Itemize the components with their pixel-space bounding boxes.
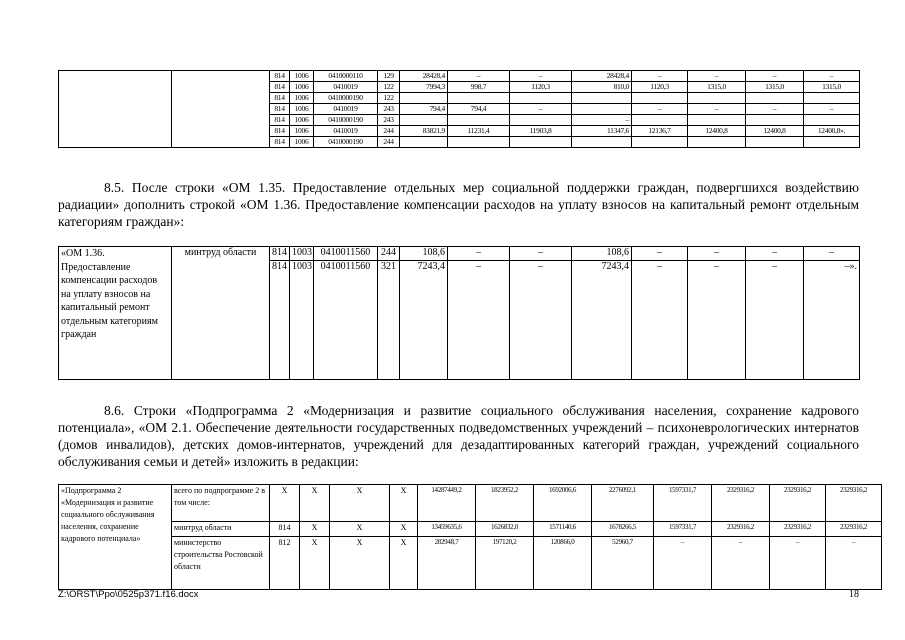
- cell: 814: [270, 522, 300, 537]
- cell: X: [390, 522, 418, 537]
- om-1-36-executor: минтруд области: [172, 247, 270, 380]
- cell: 0410000190: [314, 93, 378, 104]
- cell: 120866,0: [534, 537, 592, 590]
- cell: 0410019: [314, 104, 378, 115]
- cell: –: [688, 71, 746, 82]
- cell: 810,0: [572, 82, 632, 93]
- cell: –: [712, 537, 770, 590]
- cell: 1006: [290, 115, 314, 126]
- paragraph-8-5: [58, 179, 859, 230]
- cell: [448, 115, 510, 126]
- cell: 2329316,2: [770, 485, 826, 522]
- cell: 1006: [290, 126, 314, 137]
- cell: [746, 137, 804, 148]
- cell: [804, 137, 860, 148]
- cell: 814: [270, 104, 290, 115]
- cell: 129: [378, 71, 400, 82]
- cell: X: [330, 485, 390, 522]
- subprogram-2-table: [58, 484, 882, 590]
- cell: –: [746, 247, 804, 261]
- cell: 814: [270, 115, 290, 126]
- cell: 1571140,6: [534, 522, 592, 537]
- cell: 2276092,1: [592, 485, 654, 522]
- cell: 1597331,7: [654, 522, 712, 537]
- cell: –: [804, 71, 860, 82]
- cell: –: [688, 104, 746, 115]
- empty-name-cell: [59, 71, 172, 148]
- cell: [746, 115, 804, 126]
- cell: 1003: [290, 247, 314, 261]
- cell: 1120,3: [632, 82, 688, 93]
- cell: 108,6: [572, 247, 632, 261]
- cell: X: [330, 537, 390, 590]
- cell: 1120,3: [510, 82, 572, 93]
- cell: X: [300, 485, 330, 522]
- cell: 0410000110: [314, 71, 378, 82]
- cell: 1006: [290, 104, 314, 115]
- continuation-row: [59, 71, 860, 82]
- cell: 814: [270, 93, 290, 104]
- cell: 1006: [290, 137, 314, 148]
- cell: 1006: [290, 82, 314, 93]
- paragraph-8-6-text: 8.6. Строки «Подпрограмма 2 «Модернизация и развитие социального обслуживания населения, сохранение кадрового потенциала», «ОМ 2.1. Обеспечение деятельности государственных подведомственных учреждений – психоневрологических интернатов (домов инвалидов), детских домов-интернатов, учреждений для дезадаптированных категорий граждан, учреждений социального обслуживания семьи и детей» изложить в редакции:: [58, 403, 859, 469]
- cell: –: [770, 537, 826, 590]
- cell: 0410000190: [314, 115, 378, 126]
- cell: [572, 93, 632, 104]
- cell: 7994,3: [400, 82, 448, 93]
- cell: [400, 115, 448, 126]
- cell: 122: [378, 82, 400, 93]
- cell: 244: [378, 247, 400, 261]
- cell: –: [688, 247, 746, 261]
- cell: 794,4: [448, 104, 510, 115]
- cell: 7243,4: [572, 261, 632, 380]
- cell: –».: [804, 261, 860, 380]
- cell: –: [632, 71, 688, 82]
- cell: –: [746, 261, 804, 380]
- cell: 0410019: [314, 82, 378, 93]
- cell: 197120,2: [476, 537, 534, 590]
- cell: 1006: [290, 93, 314, 104]
- cell: 1315,0: [746, 82, 804, 93]
- page-number: 18: [849, 589, 859, 600]
- cell: 244: [378, 137, 400, 148]
- row-label: министерство строительства Ростовской области: [172, 537, 270, 590]
- cell: –: [632, 247, 688, 261]
- cell: –: [448, 247, 510, 261]
- continuation-table: [58, 70, 860, 148]
- cell: 814: [270, 137, 290, 148]
- cell: 814: [270, 247, 290, 261]
- cell: –: [746, 71, 804, 82]
- cell: 108,6: [400, 247, 448, 261]
- cell: 2329316,2: [826, 485, 882, 522]
- cell: 814: [270, 126, 290, 137]
- cell: –: [746, 104, 804, 115]
- cell: 12400,8: [688, 126, 746, 137]
- cell: –: [448, 71, 510, 82]
- cell: 1678266,5: [592, 522, 654, 537]
- cell: [400, 137, 448, 148]
- cell: [510, 137, 572, 148]
- cell: 794,4: [400, 104, 448, 115]
- cell: X: [330, 522, 390, 537]
- subprogram-row: [59, 485, 882, 522]
- cell: 998,7: [448, 82, 510, 93]
- cell: –: [688, 261, 746, 380]
- cell: 814: [270, 261, 290, 380]
- cell: X: [270, 485, 300, 522]
- cell: [804, 115, 860, 126]
- cell: [510, 93, 572, 104]
- cell: –: [804, 104, 860, 115]
- cell: 28428,4: [400, 71, 448, 82]
- cell: X: [300, 522, 330, 537]
- cell: –: [510, 104, 572, 115]
- cell: –: [510, 247, 572, 261]
- cell: –: [632, 261, 688, 380]
- cell: –: [510, 71, 572, 82]
- cell: 11903,8: [510, 126, 572, 137]
- paragraph-8-6: [58, 402, 859, 470]
- cell: [746, 93, 804, 104]
- cell: 0410000190: [314, 137, 378, 148]
- cell: 244: [378, 126, 400, 137]
- cell: –: [632, 104, 688, 115]
- cell: 11231,4: [448, 126, 510, 137]
- cell: [632, 137, 688, 148]
- cell: –: [510, 261, 572, 380]
- cell: –: [572, 115, 632, 126]
- cell: 14287449,2: [418, 485, 476, 522]
- cell: –: [804, 247, 860, 261]
- cell: 1823952,2: [476, 485, 534, 522]
- cell: 13459635,6: [418, 522, 476, 537]
- footer-file-path: Z:\ORST\Ppo\0525p371.f16.docx: [58, 589, 199, 600]
- cell: 1003: [290, 261, 314, 380]
- cell: 2329316,2: [770, 522, 826, 537]
- cell: 1692006,6: [534, 485, 592, 522]
- cell: 1006: [290, 71, 314, 82]
- cell: [510, 115, 572, 126]
- cell: 321: [378, 261, 400, 380]
- cell: 83821,9: [400, 126, 448, 137]
- cell: 122: [378, 93, 400, 104]
- cell: –: [826, 537, 882, 590]
- cell: [804, 93, 860, 104]
- cell: [688, 137, 746, 148]
- cell: 812: [270, 537, 300, 590]
- cell: 2329316,2: [826, 522, 882, 537]
- om-1-36-name: «ОМ 1.36. Предоставление компенсации расходов на уплату взносов на капитальный ремонт отдельным категориям граждан: [59, 247, 172, 380]
- cell: [688, 93, 746, 104]
- cell: [448, 137, 510, 148]
- cell: 814: [270, 82, 290, 93]
- cell: 12136,7: [632, 126, 688, 137]
- cell: [688, 115, 746, 126]
- cell: 1626832,0: [476, 522, 534, 537]
- cell: 0410019: [314, 126, 378, 137]
- cell: [632, 115, 688, 126]
- cell: 1315,0: [804, 82, 860, 93]
- cell: 2329316,2: [712, 485, 770, 522]
- cell: X: [390, 485, 418, 522]
- om-1-36-row-1: [59, 247, 860, 261]
- cell: [400, 93, 448, 104]
- paragraph-8-5-text: 8.5. После строки «ОМ 1.35. Предоставление отдельных мер социальной поддержки граждан, подвергшихся воздействию радиации» дополнить строкой «ОМ 1.36. Предоставление компенсации расходов на уплату взносов на капитальный ремонт отдельным категориям граждан»:: [58, 180, 859, 229]
- cell: X: [300, 537, 330, 590]
- cell: [448, 93, 510, 104]
- row-label: всего по подпрограмме 2 в том числе:: [172, 485, 270, 522]
- cell: X: [390, 537, 418, 590]
- cell: 243: [378, 115, 400, 126]
- cell: 7243,4: [400, 261, 448, 380]
- cell: –: [448, 261, 510, 380]
- cell: [632, 93, 688, 104]
- cell: 1597331,7: [654, 485, 712, 522]
- subprogram-name: «Подпрограмма 2 «Модернизация и развитие социального обслуживания населения, сохранение кадрового потенциала»: [59, 485, 172, 590]
- cell: 12400,8: [746, 126, 804, 137]
- cell: 12400,8».: [804, 126, 860, 137]
- cell: 11347,6: [572, 126, 632, 137]
- cell: [572, 104, 632, 115]
- cell: 28428,4: [572, 71, 632, 82]
- cell: 814: [270, 71, 290, 82]
- cell: [572, 137, 632, 148]
- cell: 2329316,2: [712, 522, 770, 537]
- subprogram-row: [59, 537, 882, 590]
- subprogram-row: [59, 522, 882, 537]
- cell: 1315,0: [688, 82, 746, 93]
- cell: 0410011560: [314, 247, 378, 261]
- cell: 0410011560: [314, 261, 378, 380]
- cell: 52960,7: [592, 537, 654, 590]
- row-label: минтруд области: [172, 522, 270, 537]
- cell: 282948,7: [418, 537, 476, 590]
- om-1-36-table: [58, 246, 860, 380]
- cell: –: [654, 537, 712, 590]
- cell: 243: [378, 104, 400, 115]
- empty-executor-cell: [172, 71, 270, 148]
